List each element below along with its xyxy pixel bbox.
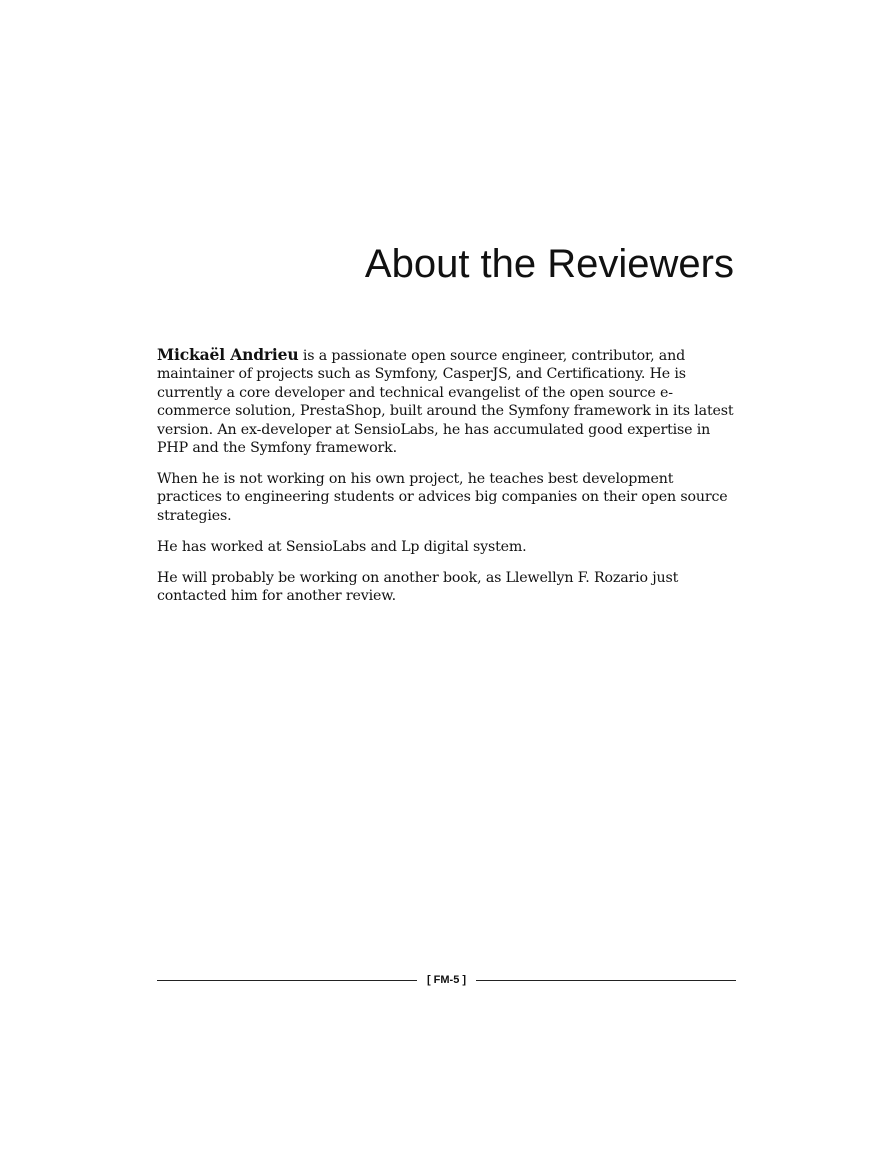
body-text bbox=[157, 346, 737, 618]
page-title: About the Reviewers bbox=[364, 242, 734, 286]
paragraph-work-history: He has worked at SensioLabs and Lp digital system. bbox=[157, 538, 527, 555]
reviewer-name: Mickaël Andrieu bbox=[157, 345, 299, 364]
paragraph-teaching: When he is not working on his own project, he teaches best development practices to engineering students or advices big companies on their open source strategies. bbox=[157, 471, 728, 524]
footer-rule-left bbox=[157, 980, 417, 981]
footer-rule-right bbox=[476, 980, 736, 981]
page-footer bbox=[157, 970, 736, 990]
page-number: [ FM-5 ] bbox=[426, 974, 467, 986]
paragraph-next-book: He will probably be working on another book, as Llewellyn F. Rozario just contacted him for another review. bbox=[157, 569, 679, 605]
reviewer-bio-paragraph bbox=[157, 346, 737, 457]
reviewer-intro: is a passionate open source engineer, contributor, and maintainer of projects such as Symfony, CasperJS, and Certificationy. He is currently a core developer and technical evangelist of the open source e-commerce solution, PrestaShop, built around the Symfony framework in its latest version. An ex-developer at SensioLabs, he has accumulated good expertise in PHP and the Symfony framework. bbox=[157, 348, 734, 457]
